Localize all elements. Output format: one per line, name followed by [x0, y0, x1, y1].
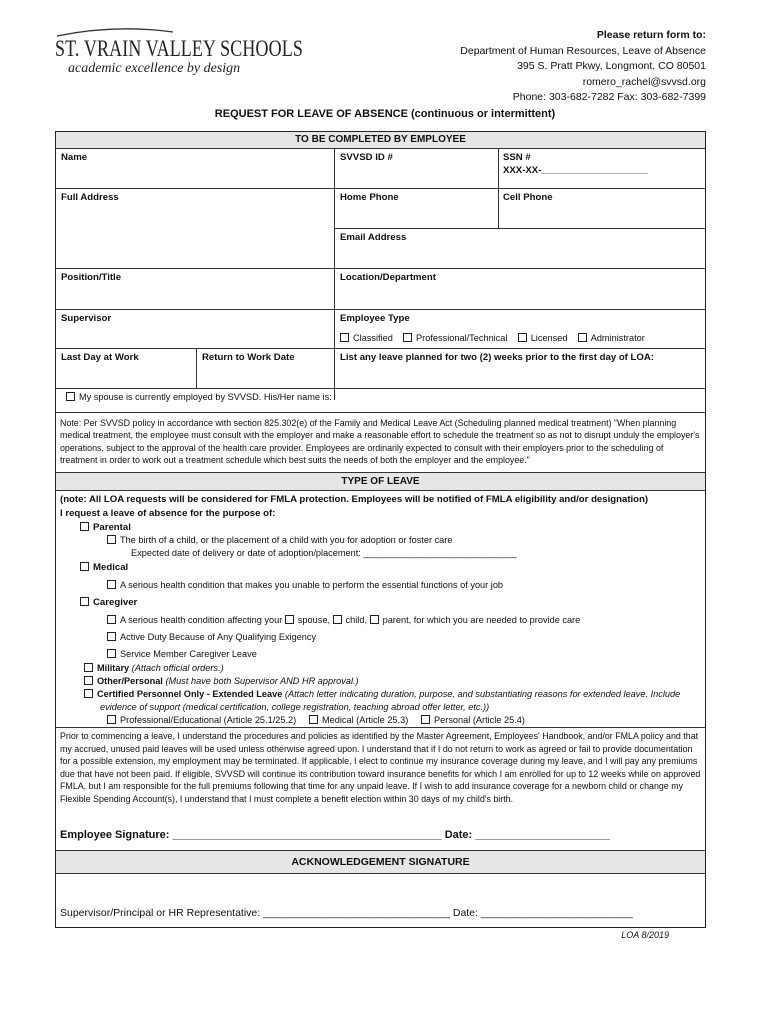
medical-row: [80, 562, 128, 573]
return-line: Department of Human Resources, Leave of Absence: [460, 44, 706, 57]
checkbox-active-duty[interactable]: [107, 632, 116, 641]
checkbox-spouse[interactable]: [66, 392, 75, 401]
type-of-leave-header: TYPE OF LEAVE: [56, 473, 705, 490]
checkbox-service-member[interactable]: [107, 649, 116, 658]
option-label: Administrator: [590, 333, 645, 343]
divider: [56, 348, 705, 349]
email-label: Email Address: [340, 232, 407, 243]
logo: [55, 28, 303, 83]
position-label: Position/Title: [61, 272, 122, 283]
home-phone-label: Home Phone: [340, 192, 399, 203]
spouse-row: [66, 392, 332, 402]
checkbox-certified[interactable]: [84, 689, 93, 698]
return-line: romero_rachel@svvsd.org: [582, 75, 706, 88]
logo-tagline: academic excellence by design: [68, 61, 241, 76]
checkbox-classified[interactable]: [340, 333, 349, 342]
divider: [56, 268, 705, 269]
caregiver-parent-label: parent, for which you are needed to provide care: [382, 615, 581, 625]
form-frame: [55, 131, 706, 928]
medical-label: Medical: [93, 562, 129, 573]
parental-option-row: [107, 535, 452, 545]
checkbox-cert-medical[interactable]: [309, 715, 318, 724]
supervisor-label: Supervisor: [61, 313, 112, 324]
return-info: [386, 28, 706, 106]
caregiver-row: [80, 597, 137, 608]
military-note: (Attach official orders.): [131, 663, 224, 673]
divider: [56, 412, 705, 413]
parental-option-label: The birth of a child, or the placement of a child with you for adoption or foster care: [120, 535, 453, 545]
checkbox-caregiver-spouse[interactable]: [285, 615, 294, 624]
divider: [56, 309, 705, 310]
checkbox-military[interactable]: [84, 663, 93, 672]
checkbox-caregiver[interactable]: [80, 597, 89, 606]
leave-intro: I request a leave of absence for the purpose of:: [60, 508, 276, 519]
divider: [196, 348, 197, 388]
caregiver-spouse-label: spouse,: [297, 615, 330, 625]
leave-note: (note: All LOA requests will be considered for FMLA protection. Employees will be notified of FMLA eligibility and/or designation): [60, 494, 649, 505]
certified-row: [84, 689, 680, 699]
name-label: Name: [61, 152, 88, 163]
cert-option-label: Professional/Educational (Article 25.1/25.2): [120, 715, 297, 725]
supervisor-signature-line[interactable]: Supervisor/Principal or HR Representative: ________________________________ Date: __________________________: [60, 907, 633, 919]
return-line: Phone: 303-682-7282 Fax: 303-682-7399: [512, 91, 706, 103]
divider: [334, 148, 335, 400]
caregiver-child-label: child,: [345, 615, 368, 625]
planned-leave-label: List any leave planned for two (2) weeks prior to the first day of LOA:: [340, 352, 654, 363]
divider: [334, 228, 705, 229]
military-row: [84, 663, 224, 673]
location-label: Location/Department: [340, 272, 436, 283]
active-duty-label: Active Duty Because of Any Qualifying Exigency: [120, 632, 317, 642]
option-label: Licensed: [530, 333, 568, 343]
divider: [56, 188, 705, 189]
checkbox-administrator[interactable]: [578, 333, 587, 342]
other-row: [84, 676, 359, 686]
checkbox-parental[interactable]: [80, 522, 89, 531]
service-member-row: [107, 649, 257, 659]
option-label: Professional/Technical: [416, 333, 508, 343]
caregiver-label: Caregiver: [93, 597, 138, 608]
checkbox-cert-personal[interactable]: [421, 715, 430, 724]
option-label: Classified: [353, 333, 393, 343]
checkbox-caregiver-condition[interactable]: [107, 615, 116, 624]
checkbox-caregiver-parent[interactable]: [370, 615, 379, 624]
divider: [56, 148, 705, 149]
military-label: Military: [97, 663, 130, 673]
svvsd-id-label: SVVSD ID #: [340, 152, 393, 163]
return-heading: Please return form to:: [596, 29, 706, 41]
divider: [56, 727, 705, 728]
divider: [56, 490, 705, 491]
employee-type-options: [340, 333, 645, 343]
service-member-label: Service Member Caregiver Leave: [120, 649, 257, 659]
checkbox-medical-condition[interactable]: [107, 580, 116, 589]
checkbox-professional-technical[interactable]: [403, 333, 412, 342]
caregiver-option-row: [107, 615, 580, 625]
ssn-label: SSN #: [503, 152, 531, 163]
certified-label: Certified Personnel Only - Extended Leave: [97, 689, 283, 699]
employee-section-header: TO BE COMPLETED BY EMPLOYEE: [56, 132, 705, 148]
parental-row: [80, 522, 131, 533]
checkbox-medical[interactable]: [80, 562, 89, 571]
logo-name: ST. VRAIN VALLEY SCHOOLS: [55, 36, 303, 61]
acknowledgement-header: ACKNOWLEDGEMENT SIGNATURE: [56, 851, 705, 873]
checkbox-caregiver-child[interactable]: [333, 615, 342, 624]
form-version: LOA 8/2019: [621, 930, 669, 940]
medical-option-label: A serious health condition that makes you unable to perform the essential functions of your job: [120, 580, 504, 590]
expected-date-field[interactable]: Expected date of delivery or date of adoption/placement: ______________________________: [131, 548, 517, 558]
full-address-label: Full Address: [61, 192, 119, 203]
form-title: REQUEST FOR LEAVE OF ABSENCE (continuous or intermittent): [214, 108, 556, 120]
divider: [56, 873, 705, 874]
cert-option-label: Medical (Article 25.3): [321, 715, 409, 725]
other-note: (Must have both Supervisor AND HR approval.): [165, 676, 359, 686]
employee-signature-line[interactable]: Employee Signature: ____________________________________________ Date: ______________________: [60, 829, 610, 841]
employee-type-label: Employee Type: [340, 313, 410, 324]
checkbox-parental-birth[interactable]: [107, 535, 116, 544]
certified-options: [107, 715, 525, 725]
fmla-note: Note: Per SVVSD policy in accordance with section 825.302(e) of the Family and Medical Leave Act (Scheduling planned medical treatment) “When planning medical treatment, the employee must consult with the employer and make a reasonable effort to schedule the treatment so as not to disrupt unduly the employer's operations, subject to the approval of the health care provider. Employees are ordinarily expected to consult with their employers prior to the scheduling of treatment in order to work out a treatment schedule which best suits the needs of both the employer and the employee.”: [60, 418, 700, 466]
cert-option-label: Personal (Article 25.4): [434, 715, 525, 725]
medical-option-row: [107, 580, 503, 590]
divider: [56, 388, 705, 389]
parental-label: Parental: [93, 522, 131, 533]
certified-note-continued: evidence of support (medical certification, college registration, teaching abroad offer letter, etc.)): [100, 702, 490, 712]
agreement-text: Prior to commencing a leave, I understand the procedures and policies as identified by the Master Agreement, Employees' Handbook, and/or FMLA policy and that my accrued, unused paid leaves will be used unless otherwise agreed upon. I understand that if I do not return to work as agreed or fail to provide documentation for a possible extension, my employment may be terminated. If applicable, I elect to continue my insurance coverage during my leave, and I will pay any premiums due that have not been paid. If eligible, SVVSD will continue its contribution toward insurance benefits for which I am enrolled for up to 12 weeks while on approved FMLA, but I am responsible for the full premiums following that time for any unpaid leave. If I wish to add insurance coverage for a newborn child or change my Flexible Spending Account(s), I understand that I must complete a benefit election within 30 days of my child's birth.: [60, 731, 701, 804]
last-day-label: Last Day at Work: [61, 352, 139, 363]
checkbox-other-personal[interactable]: [84, 676, 93, 685]
spouse-label: My spouse is currently employed by SVVSD. His/Her name is:: [79, 392, 332, 402]
active-duty-row: [107, 632, 316, 642]
checkbox-cert-professional[interactable]: [107, 715, 116, 724]
ssn-field[interactable]: XXX-XX-____________________: [503, 165, 649, 176]
checkbox-licensed[interactable]: [518, 333, 527, 342]
return-date-label: Return to Work Date: [202, 352, 295, 363]
caregiver-option-label: A serious health condition affecting your: [120, 615, 283, 625]
certified-note: (Attach letter indicating duration, purpose, and substantiating reasons for extended leave. Include: [284, 689, 681, 699]
return-line: 395 S. Pratt Pkwy, Longmont, CO 80501: [517, 60, 706, 72]
other-label: Other/Personal: [97, 676, 163, 686]
cell-phone-label: Cell Phone: [503, 192, 553, 203]
